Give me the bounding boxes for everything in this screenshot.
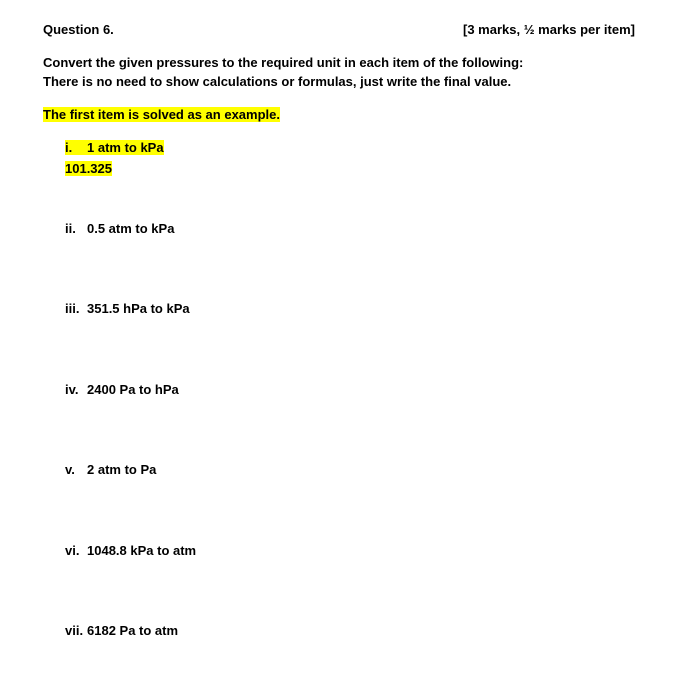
question-marks: [3 marks, ½ marks per item] [463, 22, 635, 37]
item-text: 6182 Pa to atm [87, 623, 179, 638]
item-number: ii. [65, 221, 76, 236]
item-number: iv. [65, 382, 79, 397]
item-text: 351.5 hPa to kPa [87, 301, 190, 316]
item-text: 2400 Pa to hPa [87, 382, 179, 397]
instruction-line-2: There is no need to show calculations or formulas, just write the final value. [43, 74, 512, 89]
question-title: Question 6. [43, 22, 114, 37]
item-number: v. [65, 462, 75, 477]
item-text: 2 atm to Pa [87, 462, 157, 477]
item-text: 1 atm to kPa [87, 140, 164, 155]
item-ii [65, 220, 174, 238]
item-vii [65, 622, 178, 640]
item-i-highlight [65, 140, 164, 155]
item-iii [65, 300, 190, 318]
item-number: vi. [65, 543, 80, 558]
item-vi [65, 542, 196, 560]
item-i-answer [65, 160, 112, 178]
instruction-line-1: Convert the given pressures to the required unit in each item of the following: [43, 55, 524, 70]
item-number: vii. [65, 623, 84, 638]
answer-highlight: 101.325 [65, 161, 112, 176]
item-text: 1048.8 kPa to atm [87, 543, 197, 558]
example-note-highlight: The first item is solved as an example. [43, 107, 280, 122]
item-number: i. [65, 140, 73, 155]
example-note [43, 106, 280, 124]
item-number: iii. [65, 301, 80, 316]
item-text: 0.5 atm to kPa [87, 221, 175, 236]
item-v [65, 461, 156, 479]
item-iv [65, 381, 179, 399]
item-i [65, 139, 164, 157]
